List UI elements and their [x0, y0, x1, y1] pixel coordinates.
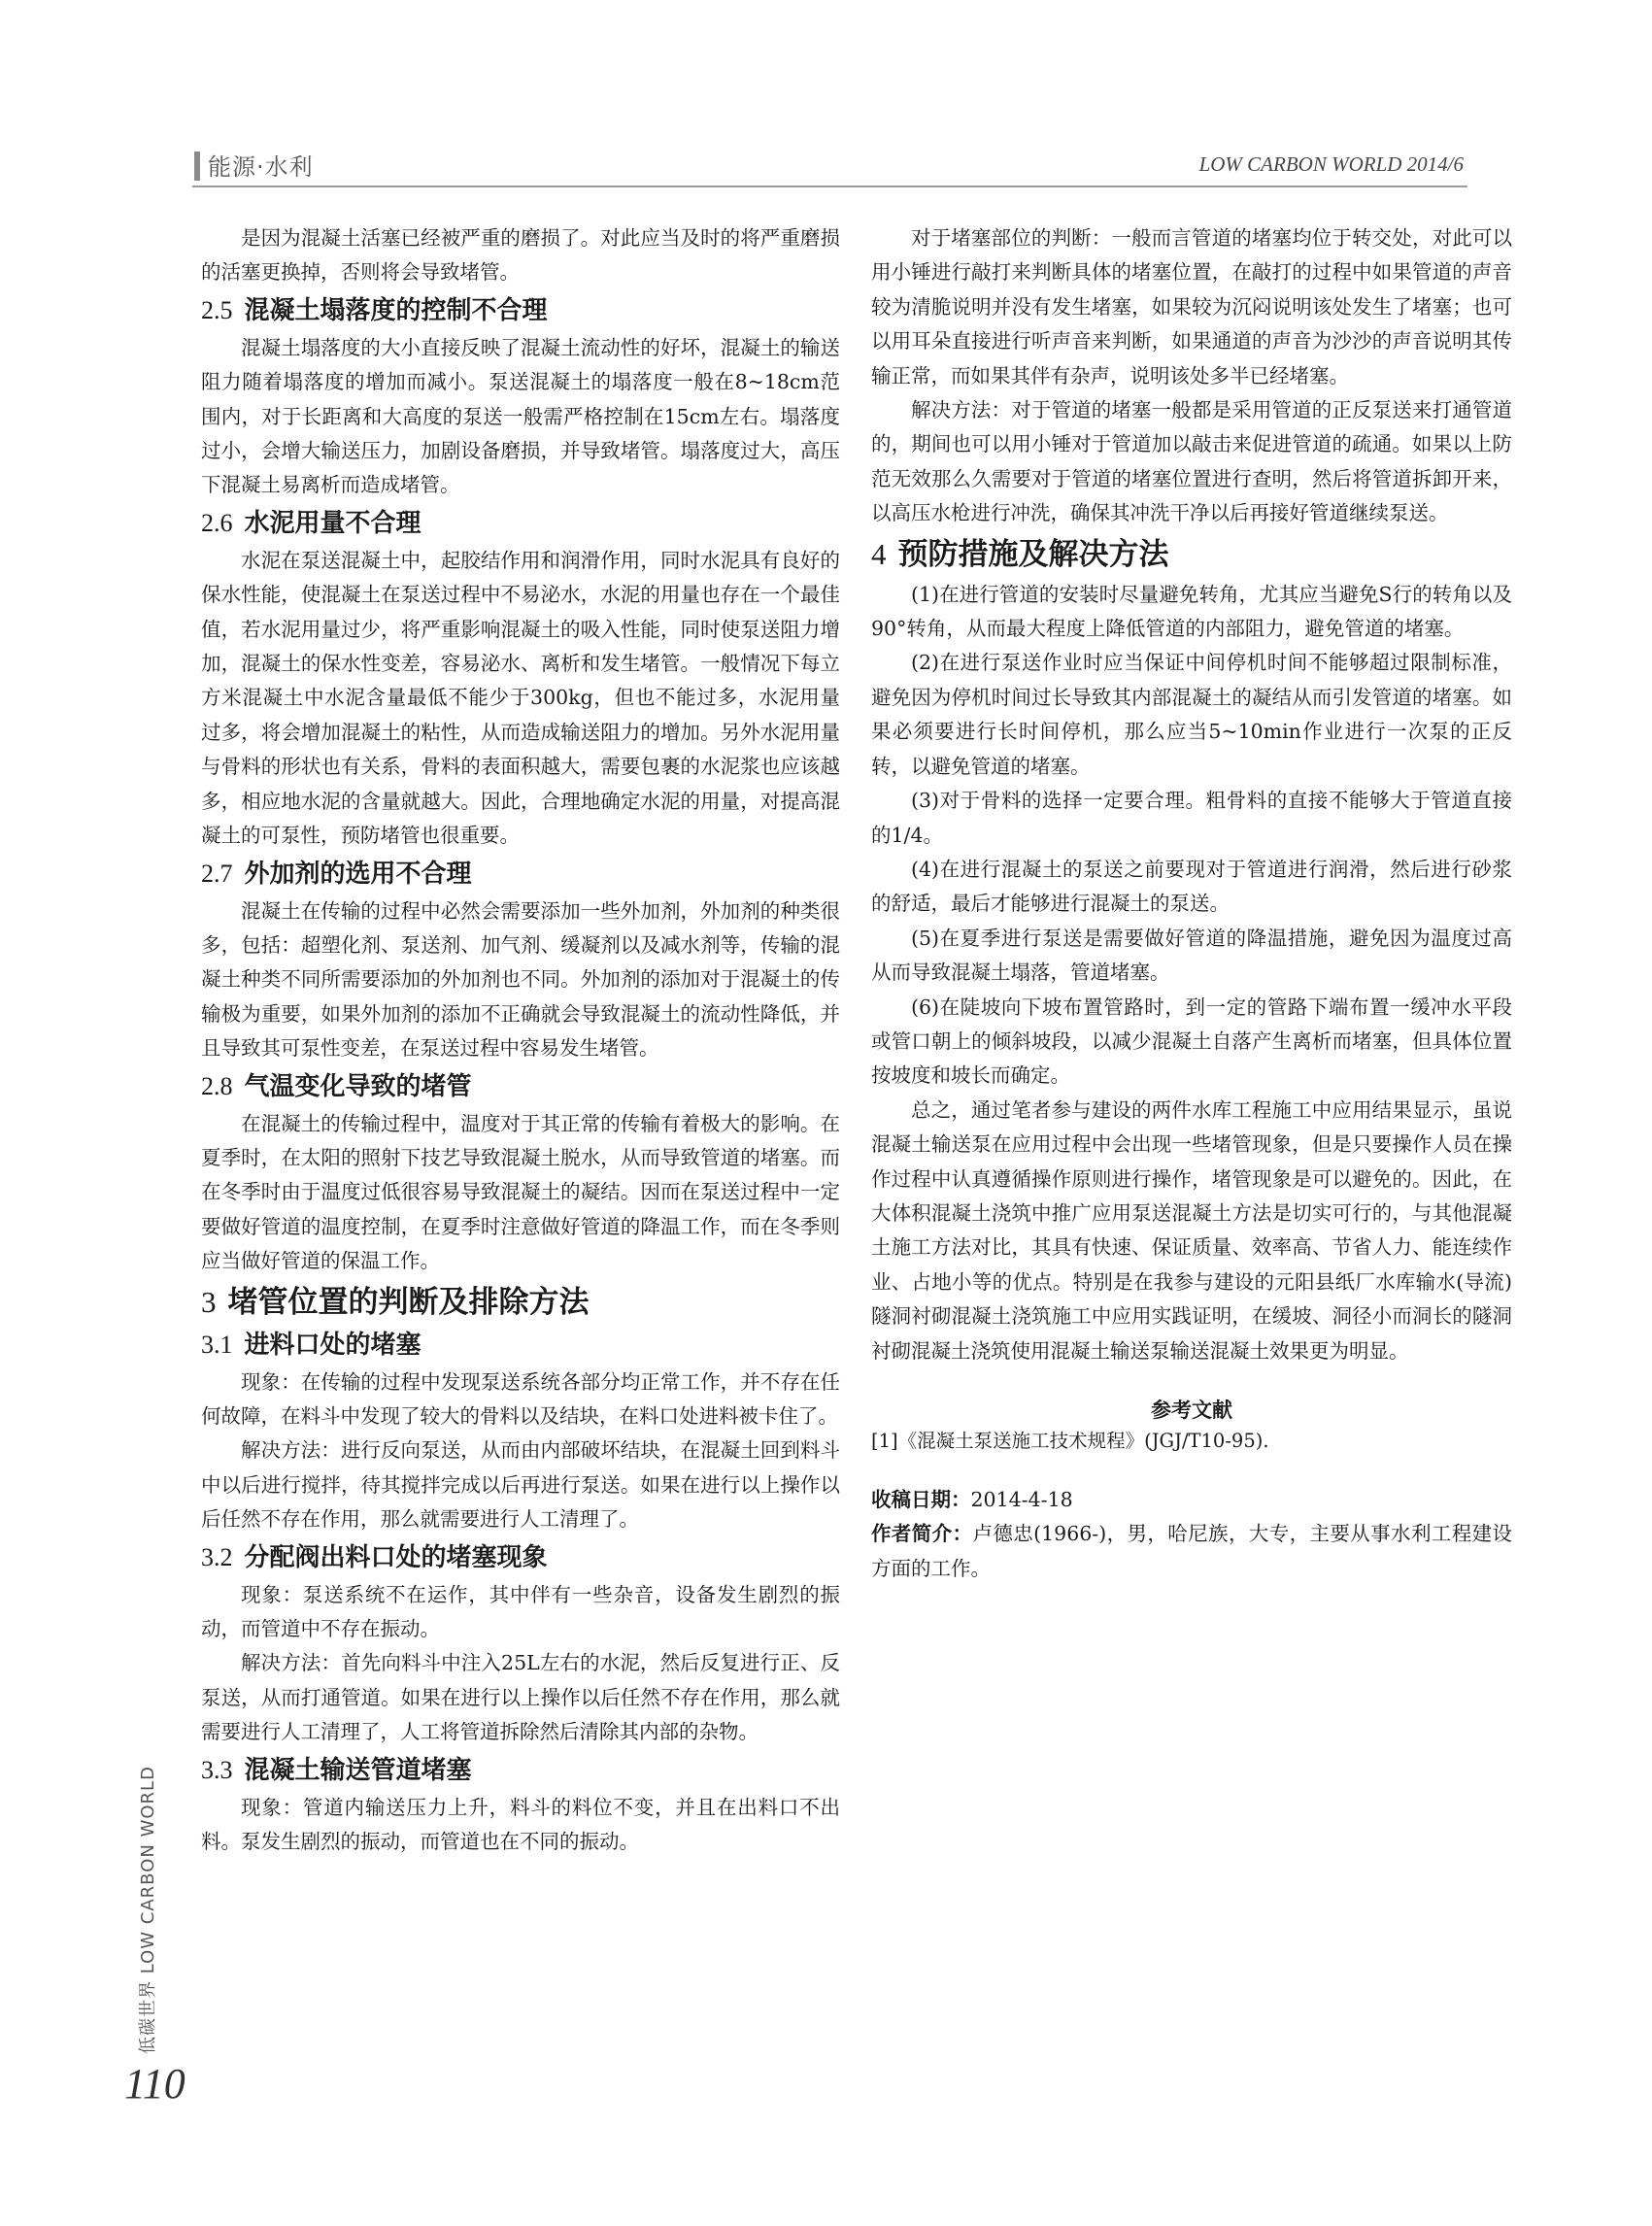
right-column: [871, 221, 1512, 1586]
measure-item: (4)在进行混凝土的泵送之前要现对于管道进行润滑，然后进行砂浆的舒适，最后才能够进行混凝土的泵送。: [871, 857, 1512, 916]
paragraph: 现象：管道内输送压力上升，料斗的料位不变，并且在出料口不出料。泵发生剧烈的振动，而管道也在不同的振动。: [201, 1795, 840, 1854]
measure-item: (2)在进行泵送作业时应当保证中间停机时间不能够超过限制标准，避免因为停机时间过长导致其内部混凝土的凝结从而引发管道的堵塞。如果必须要进行长时间停机，那么应当5~10min作业进行一次泵的正反转，以避免管道的堵塞。: [871, 651, 1512, 778]
header-rule: [192, 186, 1467, 187]
measure-item: (3)对于骨料的选择一定要合理。粗骨料的直接不能够大于管道直接的1/4。: [871, 789, 1512, 847]
section-heading-3: 3 堵管位置的判断及排除方法: [201, 1284, 590, 1320]
paragraph: 解决方法：对于管道的堵塞一般都是采用管道的正反泵送来打通管道的，期间也可以用小锤对于管道加以敲击来促进管道的疏通。如果以上防范无效那么久需要对于管道的堵塞位置进行查明，然后将管道拆卸开来，以高压水枪进行冲洗，确保其冲洗干净以后再接好管道继续泵送。: [871, 398, 1512, 525]
paragraph: 混凝土在传输的过程中必然会需要添加一些外加剂，外加剂的种类很多，包括：超塑化剂、泵送剂、加气剂、缓凝剂以及减水剂等，传输的混凝土种类不同所需要添加的外加剂也不同。外加剂的添加对于混凝土的传输极为重要，如果外加剂的添加不正确就会导致混凝土的流动性降低，并且导致其可泵性变差，在泵送过程中容易发生堵管。: [201, 898, 840, 1061]
section-heading-3-1: 3.1 进料口处的堵塞: [201, 1330, 421, 1360]
section-heading-3-3: 3.3 混凝土输送管道堵塞: [201, 1755, 472, 1785]
paragraph: 混凝土塌落度的大小直接反映了混凝土流动性的好坏，混凝土的输送阻力随着塌落度的增加而减小。泵送混凝土的塌落度一般在8~18cm范围内，对于长距离和大高度的泵送一般需严格控制在15cm左右。塌落度过小，会增大输送压力，加剧设备磨损，并导致堵管。塌落度过大，高压下混凝土易离析而造成堵管。: [201, 335, 840, 497]
article-meta: [871, 1483, 1512, 1586]
paragraph: 解决方法：首先向料斗中注入25L左右的水泥，然后反复进行正、反泵送，从而打通管道。如果在进行以上操作以后任然不存在作用，那么就需要进行人工清理了，人工将管道拆除然后清除其内部的杂物。: [201, 1651, 840, 1744]
paragraph: 现象：泵送系统不在运作，其中伴有一些杂音，设备发生剧烈的振动，而管道中不存在振动。: [201, 1582, 840, 1640]
conclusion-paragraph: 总之，通过笔者参与建设的两件水库工程施工中应用结果显示，虽说混凝土输送泵在应用过程中会出现一些堵管现象，但是只要操作人员在操作过程中认真遵循操作原则进行操作，堵管现象是可以避免的。因此，在大体积混凝土浇筑中推广应用泵送混凝土方法是切实可行的，与其他混凝土施工方法对比，其具有快速、保证质量、效率高、节省人力、能连续作业、占地小等的优点。特别是在我参与建设的元阳县纸厂水库输水(导流)隧洞衬砌混凝土浇筑施工中应用实践证明，在缓坡、洞径小而洞长的隧洞衬砌混凝土浇筑使用混凝土输送泵输送混凝土效果更为明显。: [871, 1097, 1512, 1363]
section-heading-2-7: 2.7 外加剂的选用不合理: [201, 859, 472, 889]
paragraph: 现象：在传输的过程中发现泵送系统各部分均正常工作，并不存在任何故障，在料斗中发现了较大的骨料以及结块，在料口处进料被卡住了。: [201, 1369, 840, 1428]
paragraph: 对于堵塞部位的判断：一般而言管道的堵塞均位于转交处，对此可以用小锤进行敲打来判断具体的堵塞位置，在敲打的过程中如果管道的声音较为清脆说明并没有发生堵塞，如果较为沉闷说明该处发生了堵塞；也可以用耳朵直接进行听声音来判断，如果通道的声音为沙沙的声音说明其传输正常，而如果其伴有杂声，说明该处多半已经堵塞。: [871, 226, 1512, 388]
paragraph: 是因为混凝土活塞已经被严重的磨损了。对此应当及时的将严重磨损的活塞更换掉，否则将会导致堵管。: [201, 226, 840, 285]
section-label: 能源·水利: [208, 153, 314, 181]
page-number: 110: [124, 2060, 185, 2108]
journal-label: LOW CARBON WORLD 2014/6: [1198, 152, 1464, 176]
measure-item: (1)在进行管道的安装时尽量避免转角，尤其应当避免S行的转角以及90°转角，从而最大程度上降低管道的内部阻力，避免管道的堵塞。: [871, 582, 1512, 641]
received-date: 收稿日期：2014-4-18: [871, 1488, 1073, 1511]
author-bio: 作者简介：卢德忠(1966-)，男，哈尼族，大专，主要从事水利工程建设方面的工作。: [871, 1522, 1513, 1580]
reference-item: [1]《混凝土泵送施工技术规程》(JGJ/T10-95).: [871, 1430, 1269, 1452]
paragraph: 解决方法：进行反向泵送，从而由内部破坏结块，在混凝土回到料斗中以后进行搅拌，待其搅拌完成以后再进行泵送。如果在进行以上操作以后任然不存在作用，那么就需要进行人工清理了。: [201, 1438, 840, 1532]
side-journal-label: 低碳世界 LOW CARBON WORLD: [138, 1766, 158, 2054]
section-heading-2-5: 2.5 混凝土塌落度的控制不合理: [201, 295, 548, 325]
measure-item: (5)在夏季进行泵送是需要做好管道的降温措施，避免因为温度过高从而导致混凝土塌落，管道堵塞。: [871, 926, 1512, 985]
header-mark: [194, 152, 200, 181]
paragraph: 水泥在泵送混凝土中，起胶结作用和润滑作用，同时水泥具有良好的保水性能，使混凝土在泵送过程中不易泌水，水泥的用量也存在一个最佳值，若水泥用量过少，将严重影响混凝土的吸入性能，同时使泵送阻力增加，混凝土的保水性变差，容易泌水、离析和发生堵管。一般情况下每立方米混凝土中水泥含量最低不能少于300kg，但也不能过多，水泥用量过多，将会增加混凝土的粘性，从而造成输送阻力的增加。另外水泥用量与骨料的形状也有关系，骨料的表面积越大，需要包裹的水泥浆也应该越多，相应地水泥的含量就越大。因此，合理地确定水泥的用量，对提高混凝土的可泵性，预防堵管也很重要。: [201, 548, 840, 848]
section-heading-4: 4 预防措施及解决方法: [871, 536, 1169, 572]
paragraph: 在混凝土的传输过程中，温度对于其正常的传输有着极大的影响。在夏季时，在太阳的照射下技艺导致混凝土脱水，从而导致管道的堵塞。而在冬季时由于温度过低很容易导致混凝土的凝结。因而在泵送过程中一定要做好管道的温度控制，在夏季时注意做好管道的降温工作，而在冬季则应当做好管道的保温工作。: [201, 1111, 840, 1273]
section-heading-2-8: 2.8 气温变化导致的堵管: [201, 1071, 472, 1101]
references-title: 参考文献: [1151, 1399, 1232, 1422]
measure-item: (6)在陡坡向下坡布置管路时，到一定的管路下端布置一缓冲水平段或管口朝上的倾斜坡段，以减少混凝土自落产生离析而堵塞，但具体位置按坡度和坡长而确定。: [871, 995, 1512, 1088]
left-column: [201, 221, 840, 1859]
section-heading-2-6: 2.6 水泥用量不合理: [201, 508, 421, 538]
section-heading-3-2: 3.2 分配阀出料口处的堵塞现象: [201, 1542, 548, 1572]
